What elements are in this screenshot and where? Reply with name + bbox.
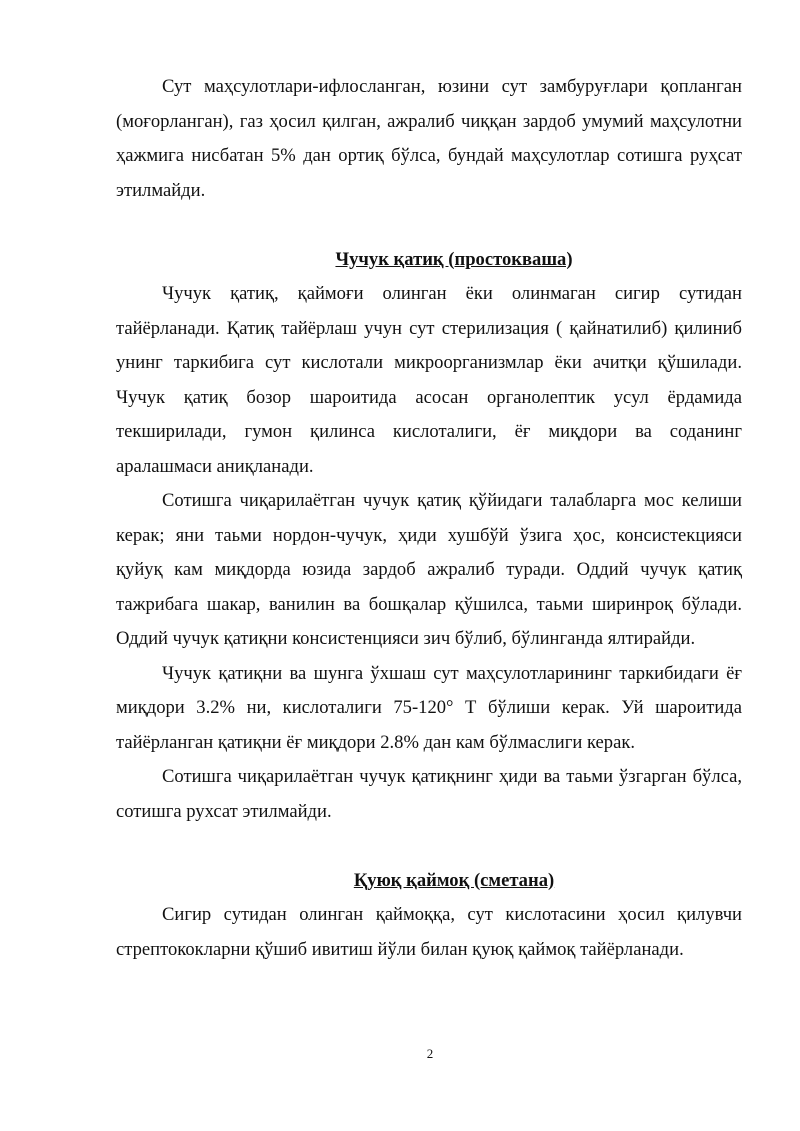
paragraph: Сигир сутидан олинган қаймоққа, сут кислотасини ҳосил қилувчи стрептококларни қўшиб ивитиш йўли билан қуюқ қаймоқ тайёрланади. [116, 904, 742, 960]
document-page [116, 70, 742, 967]
page-number: 2 [426, 1046, 434, 1061]
section-heading-prostokvasha: Чучук қатиқ (простокваша) [335, 248, 573, 270]
spacer [116, 829, 742, 864]
paragraph: Чучук қатиқ, қаймоғи олинган ёки олинмаган сигир сутидан тайёрланади. Қатиқ тайёрлаш учун сут стерилизация ( қайнатилиб) қилиниб унинг таркибига сут кислотали микроорганизмлар ёки ачитқи қўшилади. Чучук қатиқ бозор шароитида асосан органолептик усул ёрдамида текширилади, гумон қилинса кислоталиги, ёғ миқдори ва соданинг аралашмаси аниқланади. [116, 283, 742, 477]
paragraph: Сотишга чиқарилаётган чучук қатиқнинг ҳиди ва таьми ўзгарган бўлса, сотишга рухсат этилмайди. [116, 766, 742, 822]
paragraph: Чучук қатиқни ва шунга ўхшаш сут маҳсулотларининг таркибидаги ёғ миқдори 3.2% ни, кислоталиги 75-120° Т бўлиши керак. Уй шароитида тайёрланган қатиқни ёғ миқдори 2.8% дан кам бўлмаслиги керак. [116, 662, 742, 753]
intro-paragraph: Сут маҳсулотлари-ифлосланган, юзини сут замбуруғлари қопланган (моғорланган), газ ҳосил қилган, ажралиб чиққан зардоб умумий маҳсулотни ҳажмига нисбатан 5% дан ортиқ бўлса, бундай маҳсулотлар сотишга руҳсат этилмайди. [116, 76, 742, 201]
spacer [116, 208, 742, 243]
paragraph: Сотишга чиқарилаётган чучук қатиқ қўйидаги талабларга мос келиши керак; яни таьми нордон-чучук, ҳиди хушбўй ўзига ҳос, консистекцияси қуйуқ кам миқдорда юзида зардоб ажралиб туради. Оддий чучук қатиқ тажрибага шакар, ванилин ва бошқалар қўшилса, таьми ширинроқ бўлади. Оддий чучук қатиқни консистенцияси зич бўлиб, бўлинганда ялтирайди. [116, 490, 742, 649]
section-heading-smetana: Қуюқ қаймоқ (сметана) [353, 869, 555, 891]
